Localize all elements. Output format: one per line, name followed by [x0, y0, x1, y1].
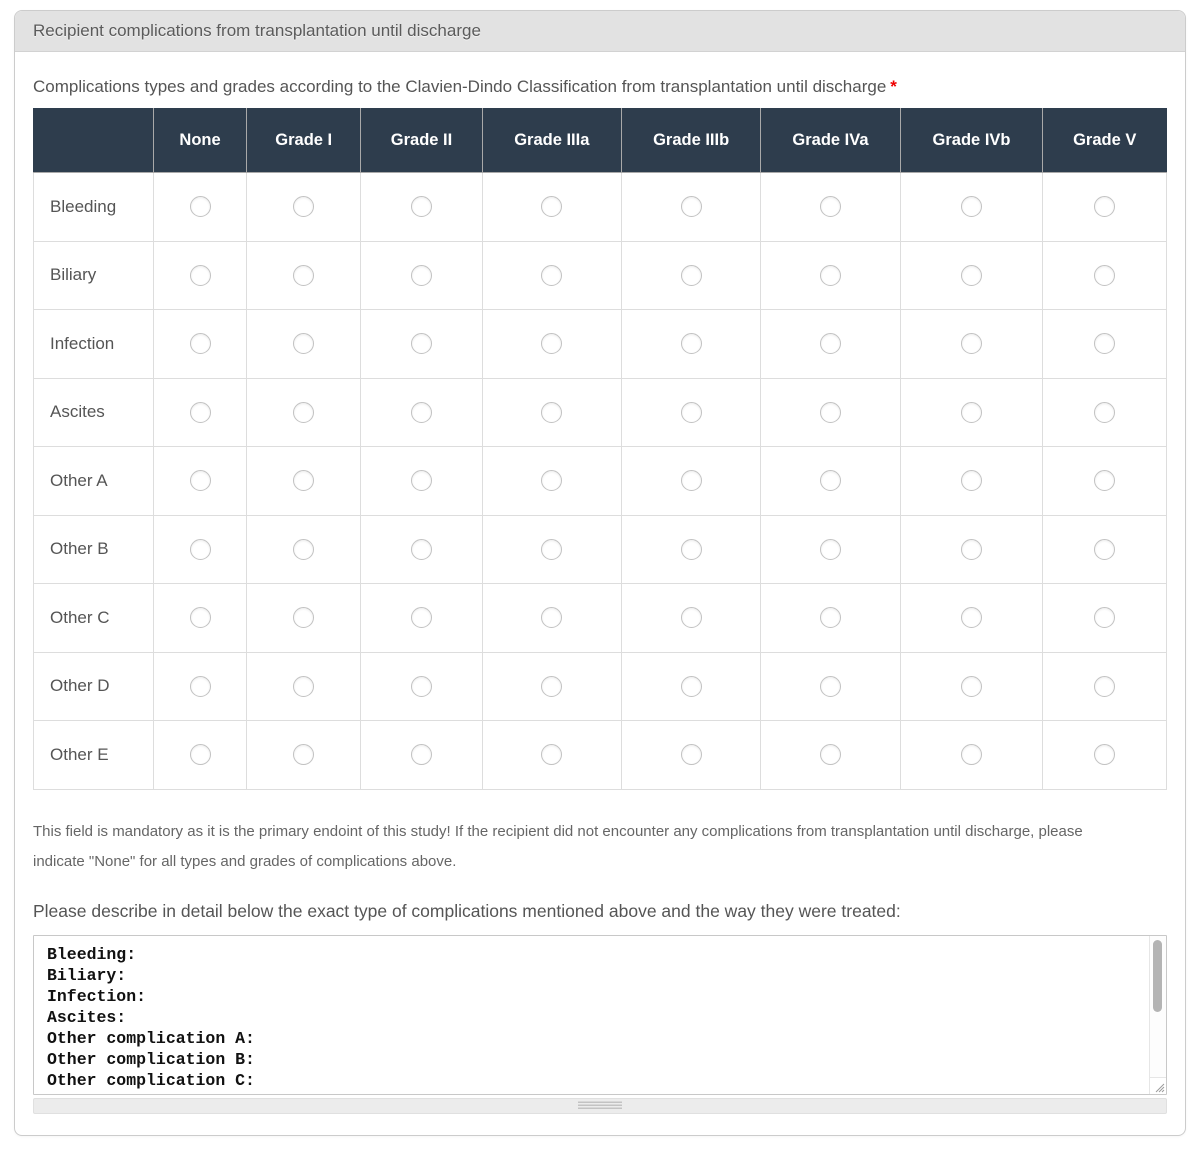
matrix-cell-biliary-grade-iva: [761, 241, 900, 310]
radio-ascites-grade-ivb[interactable]: [961, 402, 982, 423]
row-label-other-a: Other A: [34, 447, 154, 516]
matrix-cell-other-e-grade-ii: [361, 721, 482, 790]
radio-other-b-grade-v[interactable]: [1094, 539, 1115, 560]
required-asterisk: *: [890, 77, 897, 96]
radio-other-c-grade-v[interactable]: [1094, 607, 1115, 628]
section-header: [15, 11, 1185, 52]
textarea-scrollbar-thumb[interactable]: [1153, 940, 1162, 1012]
matrix-cell-other-d-grade-i: [246, 652, 360, 721]
matrix-cell-other-d-grade-ivb: [900, 652, 1043, 721]
matrix-cell-biliary-grade-iiia: [482, 241, 621, 310]
radio-other-e-grade-iiia[interactable]: [541, 744, 562, 765]
matrix-cell-bleeding-grade-i: [246, 173, 360, 242]
describe-complications-label: Please describe in detail below the exact type of complications mentioned above and the way they were treated:: [33, 900, 901, 921]
radio-ascites-grade-ii[interactable]: [411, 402, 432, 423]
radio-other-a-grade-iiia[interactable]: [541, 470, 562, 491]
matrix-header-grade-iiia: Grade IIIa: [482, 109, 621, 173]
matrix-cell-bleeding-grade-ivb: [900, 173, 1043, 242]
radio-other-c-grade-iva[interactable]: [820, 607, 841, 628]
radio-other-a-grade-v[interactable]: [1094, 470, 1115, 491]
radio-bleeding-grade-ii[interactable]: [411, 196, 432, 217]
matrix-cell-ascites-grade-ivb: [900, 378, 1043, 447]
matrix-cell-bleeding-grade-iiib: [621, 173, 760, 242]
radio-other-c-grade-ivb[interactable]: [961, 607, 982, 628]
matrix-cell-ascites-grade-iva: [761, 378, 900, 447]
radio-ascites-none[interactable]: [190, 402, 211, 423]
matrix-row-infection: [34, 310, 1167, 379]
radio-infection-none[interactable]: [190, 333, 211, 354]
matrix-row-other-d: [34, 652, 1167, 721]
matrix-cell-infection-grade-v: [1043, 310, 1167, 379]
radio-other-a-grade-iiib[interactable]: [681, 470, 702, 491]
matrix-cell-infection-grade-iiib: [621, 310, 760, 379]
matrix-cell-other-e-grade-iiib: [621, 721, 760, 790]
matrix-header-grade-v: Grade V: [1043, 109, 1167, 173]
matrix-cell-other-c-grade-iva: [761, 584, 900, 653]
matrix-cell-infection-grade-iiia: [482, 310, 621, 379]
matrix-cell-other-d-none: [154, 652, 247, 721]
matrix-cell-other-c-grade-iiia: [482, 584, 621, 653]
form-section-panel: [14, 10, 1186, 1136]
radio-infection-grade-ii[interactable]: [411, 333, 432, 354]
radio-ascites-grade-i[interactable]: [293, 402, 314, 423]
radio-bleeding-grade-iva[interactable]: [820, 196, 841, 217]
matrix-cell-other-c-grade-ivb: [900, 584, 1043, 653]
radio-other-e-grade-ivb[interactable]: [961, 744, 982, 765]
matrix-row-other-e: [34, 721, 1167, 790]
matrix-row-other-a: [34, 447, 1167, 516]
radio-biliary-grade-v[interactable]: [1094, 265, 1115, 286]
row-label-other-b: Other B: [34, 515, 154, 584]
radio-biliary-none[interactable]: [190, 265, 211, 286]
radio-other-d-grade-iva[interactable]: [820, 676, 841, 697]
textarea-scrollbar-track[interactable]: [1149, 936, 1166, 1078]
radio-other-b-grade-ii[interactable]: [411, 539, 432, 560]
radio-infection-grade-iiib[interactable]: [681, 333, 702, 354]
radio-other-e-grade-ii[interactable]: [411, 744, 432, 765]
matrix-cell-bleeding-grade-ii: [361, 173, 482, 242]
radio-other-d-grade-v[interactable]: [1094, 676, 1115, 697]
matrix-cell-other-e-grade-iiia: [482, 721, 621, 790]
matrix-cell-other-e-grade-v: [1043, 721, 1167, 790]
radio-biliary-grade-iiib[interactable]: [681, 265, 702, 286]
radio-biliary-grade-ivb[interactable]: [961, 265, 982, 286]
matrix-cell-ascites-grade-iiia: [482, 378, 621, 447]
radio-biliary-grade-iva[interactable]: [820, 265, 841, 286]
radio-other-b-none[interactable]: [190, 539, 211, 560]
radio-other-c-grade-i[interactable]: [293, 607, 314, 628]
mandatory-note-text: This field is mandatory as it is the primary endoint of this study! If the recipient did not encounter any complications from transplantation until discharge, please indicate "None" for all types and grades of complications above.: [33, 822, 1083, 870]
radio-other-a-grade-ivb[interactable]: [961, 470, 982, 491]
radio-other-c-grade-iiia[interactable]: [541, 607, 562, 628]
section-body: [15, 77, 1185, 1114]
matrix-cell-other-a-grade-ii: [361, 447, 482, 516]
matrix-cell-biliary-grade-ii: [361, 241, 482, 310]
row-label-infection: Infection: [34, 310, 154, 379]
matrix-question-label: [33, 77, 1167, 97]
matrix-cell-biliary-grade-i: [246, 241, 360, 310]
radio-other-c-grade-ii[interactable]: [411, 607, 432, 628]
matrix-cell-other-d-grade-iiib: [621, 652, 760, 721]
radio-other-c-grade-iiib[interactable]: [681, 607, 702, 628]
radio-other-b-grade-i[interactable]: [293, 539, 314, 560]
radio-other-a-grade-i[interactable]: [293, 470, 314, 491]
radio-other-a-grade-iva[interactable]: [820, 470, 841, 491]
matrix-cell-ascites-grade-ii: [361, 378, 482, 447]
matrix-row-other-c: [34, 584, 1167, 653]
complications-textarea-wrap: [33, 935, 1167, 1095]
radio-other-d-grade-i[interactable]: [293, 676, 314, 697]
matrix-cell-other-b-grade-ii: [361, 515, 482, 584]
matrix-row-bleeding: [34, 173, 1167, 242]
matrix-cell-other-d-grade-iva: [761, 652, 900, 721]
matrix-cell-infection-grade-ii: [361, 310, 482, 379]
radio-other-b-grade-ivb[interactable]: [961, 539, 982, 560]
matrix-cell-infection-grade-i: [246, 310, 360, 379]
radio-other-a-none[interactable]: [190, 470, 211, 491]
matrix-cell-other-b-grade-iiia: [482, 515, 621, 584]
radio-other-d-none[interactable]: [190, 676, 211, 697]
matrix-header-empty-cell: [34, 109, 154, 173]
radio-bleeding-grade-iiib[interactable]: [681, 196, 702, 217]
matrix-cell-infection-grade-ivb: [900, 310, 1043, 379]
matrix-row-biliary: [34, 241, 1167, 310]
complications-description-textarea[interactable]: [33, 935, 1167, 1095]
matrix-cell-other-b-grade-i: [246, 515, 360, 584]
matrix-cell-other-e-grade-i: [246, 721, 360, 790]
matrix-header-grade-iva: Grade IVa: [761, 109, 900, 173]
matrix-cell-other-d-grade-v: [1043, 652, 1167, 721]
radio-other-e-grade-i[interactable]: [293, 744, 314, 765]
matrix-cell-other-b-grade-v: [1043, 515, 1167, 584]
radio-ascites-grade-iiia[interactable]: [541, 402, 562, 423]
radio-bleeding-grade-iiia[interactable]: [541, 196, 562, 217]
matrix-cell-other-d-grade-iiia: [482, 652, 621, 721]
matrix-header-grade-iiib: Grade IIIb: [621, 109, 760, 173]
textarea-resize-handle[interactable]: [1149, 1077, 1166, 1094]
matrix-cell-other-d-grade-ii: [361, 652, 482, 721]
radio-other-a-grade-ii[interactable]: [411, 470, 432, 491]
matrix-cell-other-a-grade-iva: [761, 447, 900, 516]
matrix-cell-other-e-grade-iva: [761, 721, 900, 790]
matrix-cell-bleeding-grade-v: [1043, 173, 1167, 242]
radio-other-e-grade-v[interactable]: [1094, 744, 1115, 765]
matrix-cell-other-a-grade-v: [1043, 447, 1167, 516]
matrix-cell-infection-grade-iva: [761, 310, 900, 379]
matrix-cell-other-c-grade-v: [1043, 584, 1167, 653]
radio-other-e-grade-iva[interactable]: [820, 744, 841, 765]
matrix-header-grade-ii: Grade II: [361, 109, 482, 173]
radio-other-b-grade-iiib[interactable]: [681, 539, 702, 560]
matrix-cell-other-b-grade-iiib: [621, 515, 760, 584]
matrix-cell-other-a-grade-i: [246, 447, 360, 516]
section-header-title: Recipient complications from transplantation until discharge: [33, 21, 481, 40]
matrix-cell-other-e-grade-ivb: [900, 721, 1043, 790]
matrix-cell-other-e-none: [154, 721, 247, 790]
radio-infection-grade-iiia[interactable]: [541, 333, 562, 354]
radio-bleeding-none[interactable]: [190, 196, 211, 217]
radio-ascites-grade-iiib[interactable]: [681, 402, 702, 423]
matrix-cell-ascites-grade-v: [1043, 378, 1167, 447]
row-label-ascites: Ascites: [34, 378, 154, 447]
matrix-row-ascites: [34, 378, 1167, 447]
radio-other-d-grade-ivb[interactable]: [961, 676, 982, 697]
matrix-cell-bleeding-grade-iiia: [482, 173, 621, 242]
matrix-cell-other-a-grade-iiia: [482, 447, 621, 516]
radio-other-e-none[interactable]: [190, 744, 211, 765]
radio-infection-grade-ivb[interactable]: [961, 333, 982, 354]
matrix-cell-other-b-grade-ivb: [900, 515, 1043, 584]
matrix-header-grade-i: Grade I: [246, 109, 360, 173]
textarea-expand-bar[interactable]: [33, 1098, 1167, 1114]
matrix-cell-bleeding-grade-iva: [761, 173, 900, 242]
matrix-row-other-b: [34, 515, 1167, 584]
radio-biliary-grade-iiia[interactable]: [541, 265, 562, 286]
matrix-cell-other-c-none: [154, 584, 247, 653]
matrix-cell-other-a-grade-iiib: [621, 447, 760, 516]
matrix-question-text: Complications types and grades according to the Clavien-Dindo Classification from transplantation until discharge: [33, 77, 887, 96]
radio-other-d-grade-ii[interactable]: [411, 676, 432, 697]
radio-other-d-grade-iiia[interactable]: [541, 676, 562, 697]
matrix-cell-other-c-grade-i: [246, 584, 360, 653]
radio-infection-grade-i[interactable]: [293, 333, 314, 354]
expand-grip-icon: [578, 1101, 622, 1110]
row-label-biliary: Biliary: [34, 241, 154, 310]
matrix-cell-ascites-grade-iiib: [621, 378, 760, 447]
radio-bleeding-grade-v[interactable]: [1094, 196, 1115, 217]
matrix-cell-other-a-none: [154, 447, 247, 516]
radio-other-e-grade-iiib[interactable]: [681, 744, 702, 765]
matrix-header-row: [34, 109, 1167, 173]
matrix-cell-ascites-grade-i: [246, 378, 360, 447]
matrix-cell-biliary-grade-iiib: [621, 241, 760, 310]
resize-grip-icon: [1153, 1081, 1165, 1093]
matrix-header-none: None: [154, 109, 247, 173]
radio-ascites-grade-iva[interactable]: [820, 402, 841, 423]
radio-bleeding-grade-i[interactable]: [293, 196, 314, 217]
matrix-cell-other-b-grade-iva: [761, 515, 900, 584]
matrix-cell-other-c-grade-iiib: [621, 584, 760, 653]
row-label-other-c: Other C: [34, 584, 154, 653]
matrix-cell-bleeding-none: [154, 173, 247, 242]
matrix-cell-other-b-none: [154, 515, 247, 584]
radio-infection-grade-iva[interactable]: [820, 333, 841, 354]
matrix-cell-ascites-none: [154, 378, 247, 447]
matrix-cell-biliary-grade-v: [1043, 241, 1167, 310]
radio-other-b-grade-iiia[interactable]: [541, 539, 562, 560]
radio-biliary-grade-i[interactable]: [293, 265, 314, 286]
radio-other-c-none[interactable]: [190, 607, 211, 628]
matrix-header-grade-ivb: Grade IVb: [900, 109, 1043, 173]
clavien-dindo-matrix-table: [33, 108, 1167, 790]
row-label-other-e: Other E: [34, 721, 154, 790]
matrix-cell-other-c-grade-ii: [361, 584, 482, 653]
radio-other-d-grade-iiib[interactable]: [681, 676, 702, 697]
matrix-cell-biliary-none: [154, 241, 247, 310]
matrix-cell-infection-none: [154, 310, 247, 379]
matrix-cell-biliary-grade-ivb: [900, 241, 1043, 310]
radio-biliary-grade-ii[interactable]: [411, 265, 432, 286]
radio-infection-grade-v[interactable]: [1094, 333, 1115, 354]
matrix-cell-other-a-grade-ivb: [900, 447, 1043, 516]
radio-ascites-grade-v[interactable]: [1094, 402, 1115, 423]
row-label-bleeding: Bleeding: [34, 173, 154, 242]
radio-bleeding-grade-ivb[interactable]: [961, 196, 982, 217]
row-label-other-d: Other D: [34, 652, 154, 721]
radio-other-b-grade-iva[interactable]: [820, 539, 841, 560]
